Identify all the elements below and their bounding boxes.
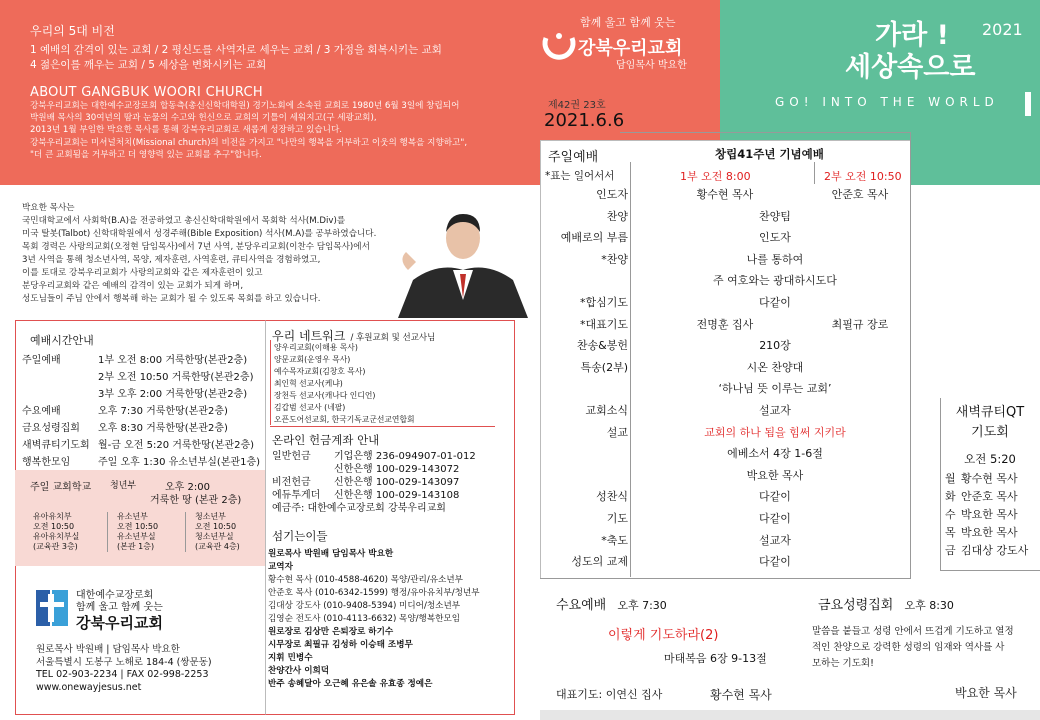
offering-title: 온라인 헌금계좌 안내 <box>272 433 380 447</box>
order-anniv: 창립41주년 기념예배 <box>715 147 824 161</box>
banner-line1: 가라 ! <box>875 20 949 51</box>
staff-line: 시무장로 최필규 김성하 이승태 조병무 <box>268 640 413 650</box>
schedule-table <box>22 352 267 471</box>
order-value: 주 여호와는 광대하시도다 <box>713 274 837 288</box>
order-value: 210장 <box>759 339 791 353</box>
schedule-row: 주일예배 1부 오전 8:00 거룩한땅(본관2층) <box>22 355 248 366</box>
order-label: 기도 <box>606 512 628 525</box>
school-col: 유소년부 오전 10:50 유소년부실 (본관 1층) <box>117 512 159 551</box>
order-label: 인도자 <box>596 188 628 201</box>
offering-list <box>272 450 476 515</box>
staff-line: 김대상 강도사 (010-9408-5394) 미디어/청소년부 <box>268 601 461 611</box>
offering-row: 에듀투게더 신한은행 100-029-143108 <box>272 490 460 501</box>
vision-section <box>0 0 530 185</box>
order-note: *표는 일어서서 <box>545 170 615 182</box>
order-value: 다같이 <box>759 490 791 504</box>
qt-row: 화 안준호 목사 <box>945 490 1018 503</box>
order-label: 성도의 교제 <box>571 555 628 569</box>
vision-line: 4 젊은이를 깨우는 교회 / 5 세상을 변화시키는 교회 <box>30 59 267 71</box>
order-label: 성찬식 <box>596 490 628 504</box>
offering-row: 일반헌금 기업은행 236-094907-01-012 <box>272 451 476 462</box>
order-value: 다같이 <box>759 296 791 309</box>
order-label: *합심기도 <box>579 296 628 309</box>
order-value: 에베소서 4장 1-6절 <box>727 447 823 461</box>
order-part2: 2부 오전 10:50 <box>824 170 902 183</box>
about-line: 박원배 목사의 30여년의 땀과 눈물의 수고와 헌신으로 교회의 기틀이 세워지고(구 세광교회), <box>30 113 377 124</box>
bio-line: 목회 경력은 사랑의교회(오정현 담임목사)에서 7년 사역, 분당우리교회(이찬수 담임목사)에서 <box>22 242 370 252</box>
staff-line: 원로장로 김상만 은퇴장로 하기수 <box>268 627 394 637</box>
cross-logo-icon <box>36 590 68 626</box>
logo-tagline: 함께 울고 함께 웃는 <box>580 16 676 29</box>
school-time: 오후 2:00 <box>165 482 210 493</box>
schedule-row: 새벽큐티기도회 월-금 오전 5:20 거룩한땅(본관2층) <box>22 440 255 451</box>
order-value: 나를 통하여 <box>746 252 804 266</box>
schedule-row: 금요성령집회 오후 8:30 거룩한땅(본관2층) <box>22 423 228 434</box>
order-value: 인도자 <box>759 231 791 245</box>
network-item: 양문교회(운영우 목사) <box>274 355 351 364</box>
network-accent <box>270 340 271 425</box>
order-label: 특송(2부) <box>580 360 628 374</box>
issue-number: 제42권 23호 <box>548 100 606 111</box>
staff-line: 지휘 민병수 <box>268 653 313 663</box>
wed-header <box>556 594 667 613</box>
wed-sermon: 이렇게 기도하라(2) <box>608 628 719 643</box>
divider <box>940 398 941 570</box>
staff-line: 안준호 목사 (010-6342-1599) 행정/유아유치부/청년부 <box>268 588 480 598</box>
school-title: 주일 교회학교 <box>30 482 92 493</box>
bio-line: 3년 사역을 통해 청소년사역, 목양, 제자훈련, 사역훈련, 큐티사역을 경험하였고, <box>22 255 321 265</box>
church-denom: 대한예수교장로회 <box>76 590 154 601</box>
schedule-title: 예배시간안내 <box>30 334 94 347</box>
qt-title-line2: 기도회 <box>971 425 1009 440</box>
qt-time: 오전 5:20 <box>964 452 1016 466</box>
banner-year: 2021 <box>982 20 1023 39</box>
order-value: 찬양팀 <box>759 209 791 223</box>
network-item: 최인혁 선교사(케냐) <box>274 379 343 388</box>
order-value: 박요한 목사 <box>746 468 804 482</box>
banner-english: GO! INTO THE WORLD <box>775 95 999 109</box>
order-label: *축도 <box>601 533 628 547</box>
order-value: ‘하나님 뜻 이루는 교회’ <box>718 382 832 396</box>
bio-line: 국민대학교에서 사회학(B.A)을 전공하였고 총신신학대학원에서 목회학 석사(M.Div)를 <box>22 216 346 226</box>
staff-title: 섬기는이들 <box>272 529 328 543</box>
bio-line: 성도님들이 주님 안에서 행복해 하는 교회가 될 수 있도록 목회를 하고 있습니다. <box>22 294 321 304</box>
qt-title <box>945 403 1035 469</box>
church-web[interactable]: www.onewayjesus.net <box>36 681 142 693</box>
divider <box>620 132 910 133</box>
network-item: 오픈도어선교회, 한국기독교군선교연합회 <box>274 415 415 424</box>
staff-line: 김영순 전도사 (010-4113-6632) 목양/행복한모임 <box>268 614 461 624</box>
fri-time: 오후 8:30 <box>904 599 954 612</box>
network-item: 예수목자교회(김창호 목사) <box>274 367 366 376</box>
network-item: 양우리교회(이해용 목사) <box>274 343 358 352</box>
order-label: 교회소식 <box>585 404 628 417</box>
order-label: *찬양 <box>601 252 628 266</box>
about-line: 강북우리교회는 대한예수교장로회 합동측(총신신학대학원) 경기노회에 소속된 교회로 1980년 6월 3일에 창립되어 <box>30 101 460 111</box>
divider <box>540 578 911 579</box>
logo-pastor: 담임목사 박요한 <box>616 60 687 71</box>
offering-row: 비전헌금 신한은행 100-029-143097 <box>272 477 460 488</box>
fri-title: 금요성령집회 <box>818 598 894 613</box>
order-value: 전명훈 집사 <box>696 317 754 331</box>
divider <box>910 132 911 578</box>
wed-time: 오후 7:30 <box>617 599 667 612</box>
bio-line: 미국 탈봇(Talbot) 신학대학원에서 성경주해(Bible Exposition) 석사(M.A)를 공부하였습니다. <box>22 229 377 239</box>
divider <box>107 512 108 552</box>
order-label: 찬송&봉헌 <box>576 339 628 353</box>
divider <box>185 512 186 552</box>
order-value: 시온 찬양대 <box>746 360 804 374</box>
church-info-header <box>76 590 163 632</box>
network-subtitle: / 후원교회 및 선교사님 <box>350 333 436 343</box>
order-value: 설교자 <box>759 404 791 417</box>
vision-line: 1 예배의 감격이 있는 교회 / 2 평신도를 사역자로 세우는 교회 / 3 가정을 회복시키는 교회 <box>30 44 442 56</box>
about-line: 강북우리교회는 미셔널처치(Missional church)의 비전을 가지고 "나만의 행복을 거부하고 이웃의 행복을 지향하고", <box>30 137 468 148</box>
church-tel: TEL 02-903-2234 | FAX 02-998-2253 <box>36 669 209 680</box>
vision-title: 우리의 5대 비전 <box>30 24 115 38</box>
network-list <box>274 342 415 426</box>
order-label: *대표기도 <box>579 317 628 331</box>
offering-row: 신한은행 100-029-143072 <box>334 464 460 475</box>
pastor-bio <box>22 202 402 306</box>
order-value-2: 안준호 목사 <box>831 188 889 201</box>
order-rows <box>540 186 910 576</box>
network-item: 장천득 선교사(캐나다 인디언) <box>274 391 376 400</box>
banner-title <box>845 20 976 84</box>
qt-list <box>945 470 1028 560</box>
order-title: 주일예배 <box>548 150 599 165</box>
order-label: 찬양 <box>606 209 628 223</box>
order-label: 예배로의 부름 <box>560 231 628 245</box>
staff-line: 반주 송혜달아 오근혜 유은솔 유효종 정예은 <box>268 679 433 689</box>
church-tagline: 함께 울고 함께 웃는 <box>76 602 163 613</box>
staff-line: 황수현 목사 (010-4588-4620) 목양/관리/유소년부 <box>268 575 463 585</box>
order-part1: 1부 오전 8:00 <box>680 170 751 183</box>
fri-desc: 말씀을 붙들고 성령 안에서 뜨겁게 기도하고 열정 적인 찬양으로 강력한 성령의 임재와 역사를 사 모하는 기도회! <box>812 626 1014 669</box>
school-dept: 청년부 <box>110 481 137 491</box>
staff-list <box>268 548 480 691</box>
fri-header <box>818 594 954 613</box>
bio-line: 분당우리교회와 같은 예배의 감격이 있는 교회가 되게 하며, <box>22 281 244 291</box>
wed-passage: 마태복음 6장 9-13절 <box>664 652 767 665</box>
divider <box>540 140 910 141</box>
order-value: 다같이 <box>759 555 791 569</box>
school-place: 거룩한 땅 (본관 2층) <box>150 495 242 506</box>
network-item: 김갑범 선교사 (네팔) <box>274 403 346 412</box>
staff-line: 찬양간사 이희덕 <box>268 666 330 676</box>
staff-line: 교역자 <box>268 562 293 572</box>
church-name: 강북우리교회 <box>76 614 163 632</box>
order-label: 설교 <box>606 425 628 439</box>
church-address: 서울특별시 도봉구 노해로 184-4 (쌍문동) <box>36 656 212 668</box>
order-value-2: 최필규 장로 <box>831 317 889 331</box>
about-line: "더 큰 교회됨을 거부하고 더 영향력 있는 교회를 추구"합니다. <box>30 149 262 160</box>
order-value: 설교자 <box>759 533 791 547</box>
banner-line2: 세상속으로 <box>845 52 976 83</box>
sunday-school <box>15 470 265 566</box>
about-line: 2013년 1월 부임한 박요한 목사를 통해 강북우리교회로 새롭게 성장하고 있습니다. <box>30 125 343 136</box>
pastor-photo <box>398 200 528 318</box>
network-title: 우리 네트워크 <box>272 329 346 343</box>
banner-bar <box>1025 92 1031 116</box>
footer-strip <box>540 710 1040 720</box>
qt-row: 목 박요한 목사 <box>945 526 1018 539</box>
divider <box>270 426 495 427</box>
divider <box>940 570 1040 571</box>
school-col: 청소년부 오전 10:50 청소년부실 (교육관 4층) <box>195 512 240 551</box>
order-value: 교회의 하나 됨을 힘써 지키라 <box>704 425 846 439</box>
qt-row: 월 황수현 목사 <box>945 472 1018 485</box>
divider <box>814 162 815 184</box>
staff-line: 원로목사 박원배 담임목사 박요한 <box>268 549 394 559</box>
offering-holder: 예금주: 대한예수교장로회 강북우리교회 <box>272 503 446 514</box>
wed-leader: 황수현 목사 <box>710 688 772 702</box>
wed-title: 수요예배 <box>556 598 607 613</box>
church-contact <box>36 644 212 694</box>
bio-line: 박요한 목사는 <box>22 203 75 213</box>
church-pastors: 원로목사 박원배 | 담임목사 박요한 <box>36 644 180 655</box>
about-title: ABOUT GANGBUK WOORI CHURCH <box>30 85 263 100</box>
schedule-row: 행복한모임 주일 오후 1:30 유소년부실(본관1층) <box>22 457 261 468</box>
schedule-row: 2부 오전 10:50 거룩한땅(본관2층) <box>98 372 254 383</box>
wed-prayer: 대표기도: 이연신 집사 <box>556 688 663 701</box>
order-value: 다같이 <box>759 512 791 525</box>
schedule-row: 3부 오후 2:00 거룩한땅(본관2층) <box>98 389 248 400</box>
fri-leader: 박요한 목사 <box>955 686 1017 700</box>
school-col: 유아유치부 오전 10:50 유아유치부실 (교육관 3층) <box>33 512 80 551</box>
church-logo-icon <box>540 30 578 82</box>
bio-line: 이를 토대로 강북우리교회가 사랑의교회와 같은 제자훈련이 있고 <box>22 268 263 278</box>
logo-name: 강북우리교회 <box>578 38 683 59</box>
order-value: 황수현 목사 <box>696 188 754 201</box>
schedule-row: 수요예배 오후 7:30 거룩한땅(본관2층) <box>22 406 228 417</box>
qt-row: 금 김대상 강도사 <box>945 544 1029 557</box>
qt-row: 수 박요한 목사 <box>945 508 1018 521</box>
bulletin-date: 2021.6.6 <box>544 110 625 131</box>
qt-title-line1: 새벽큐티QT <box>955 405 1025 420</box>
